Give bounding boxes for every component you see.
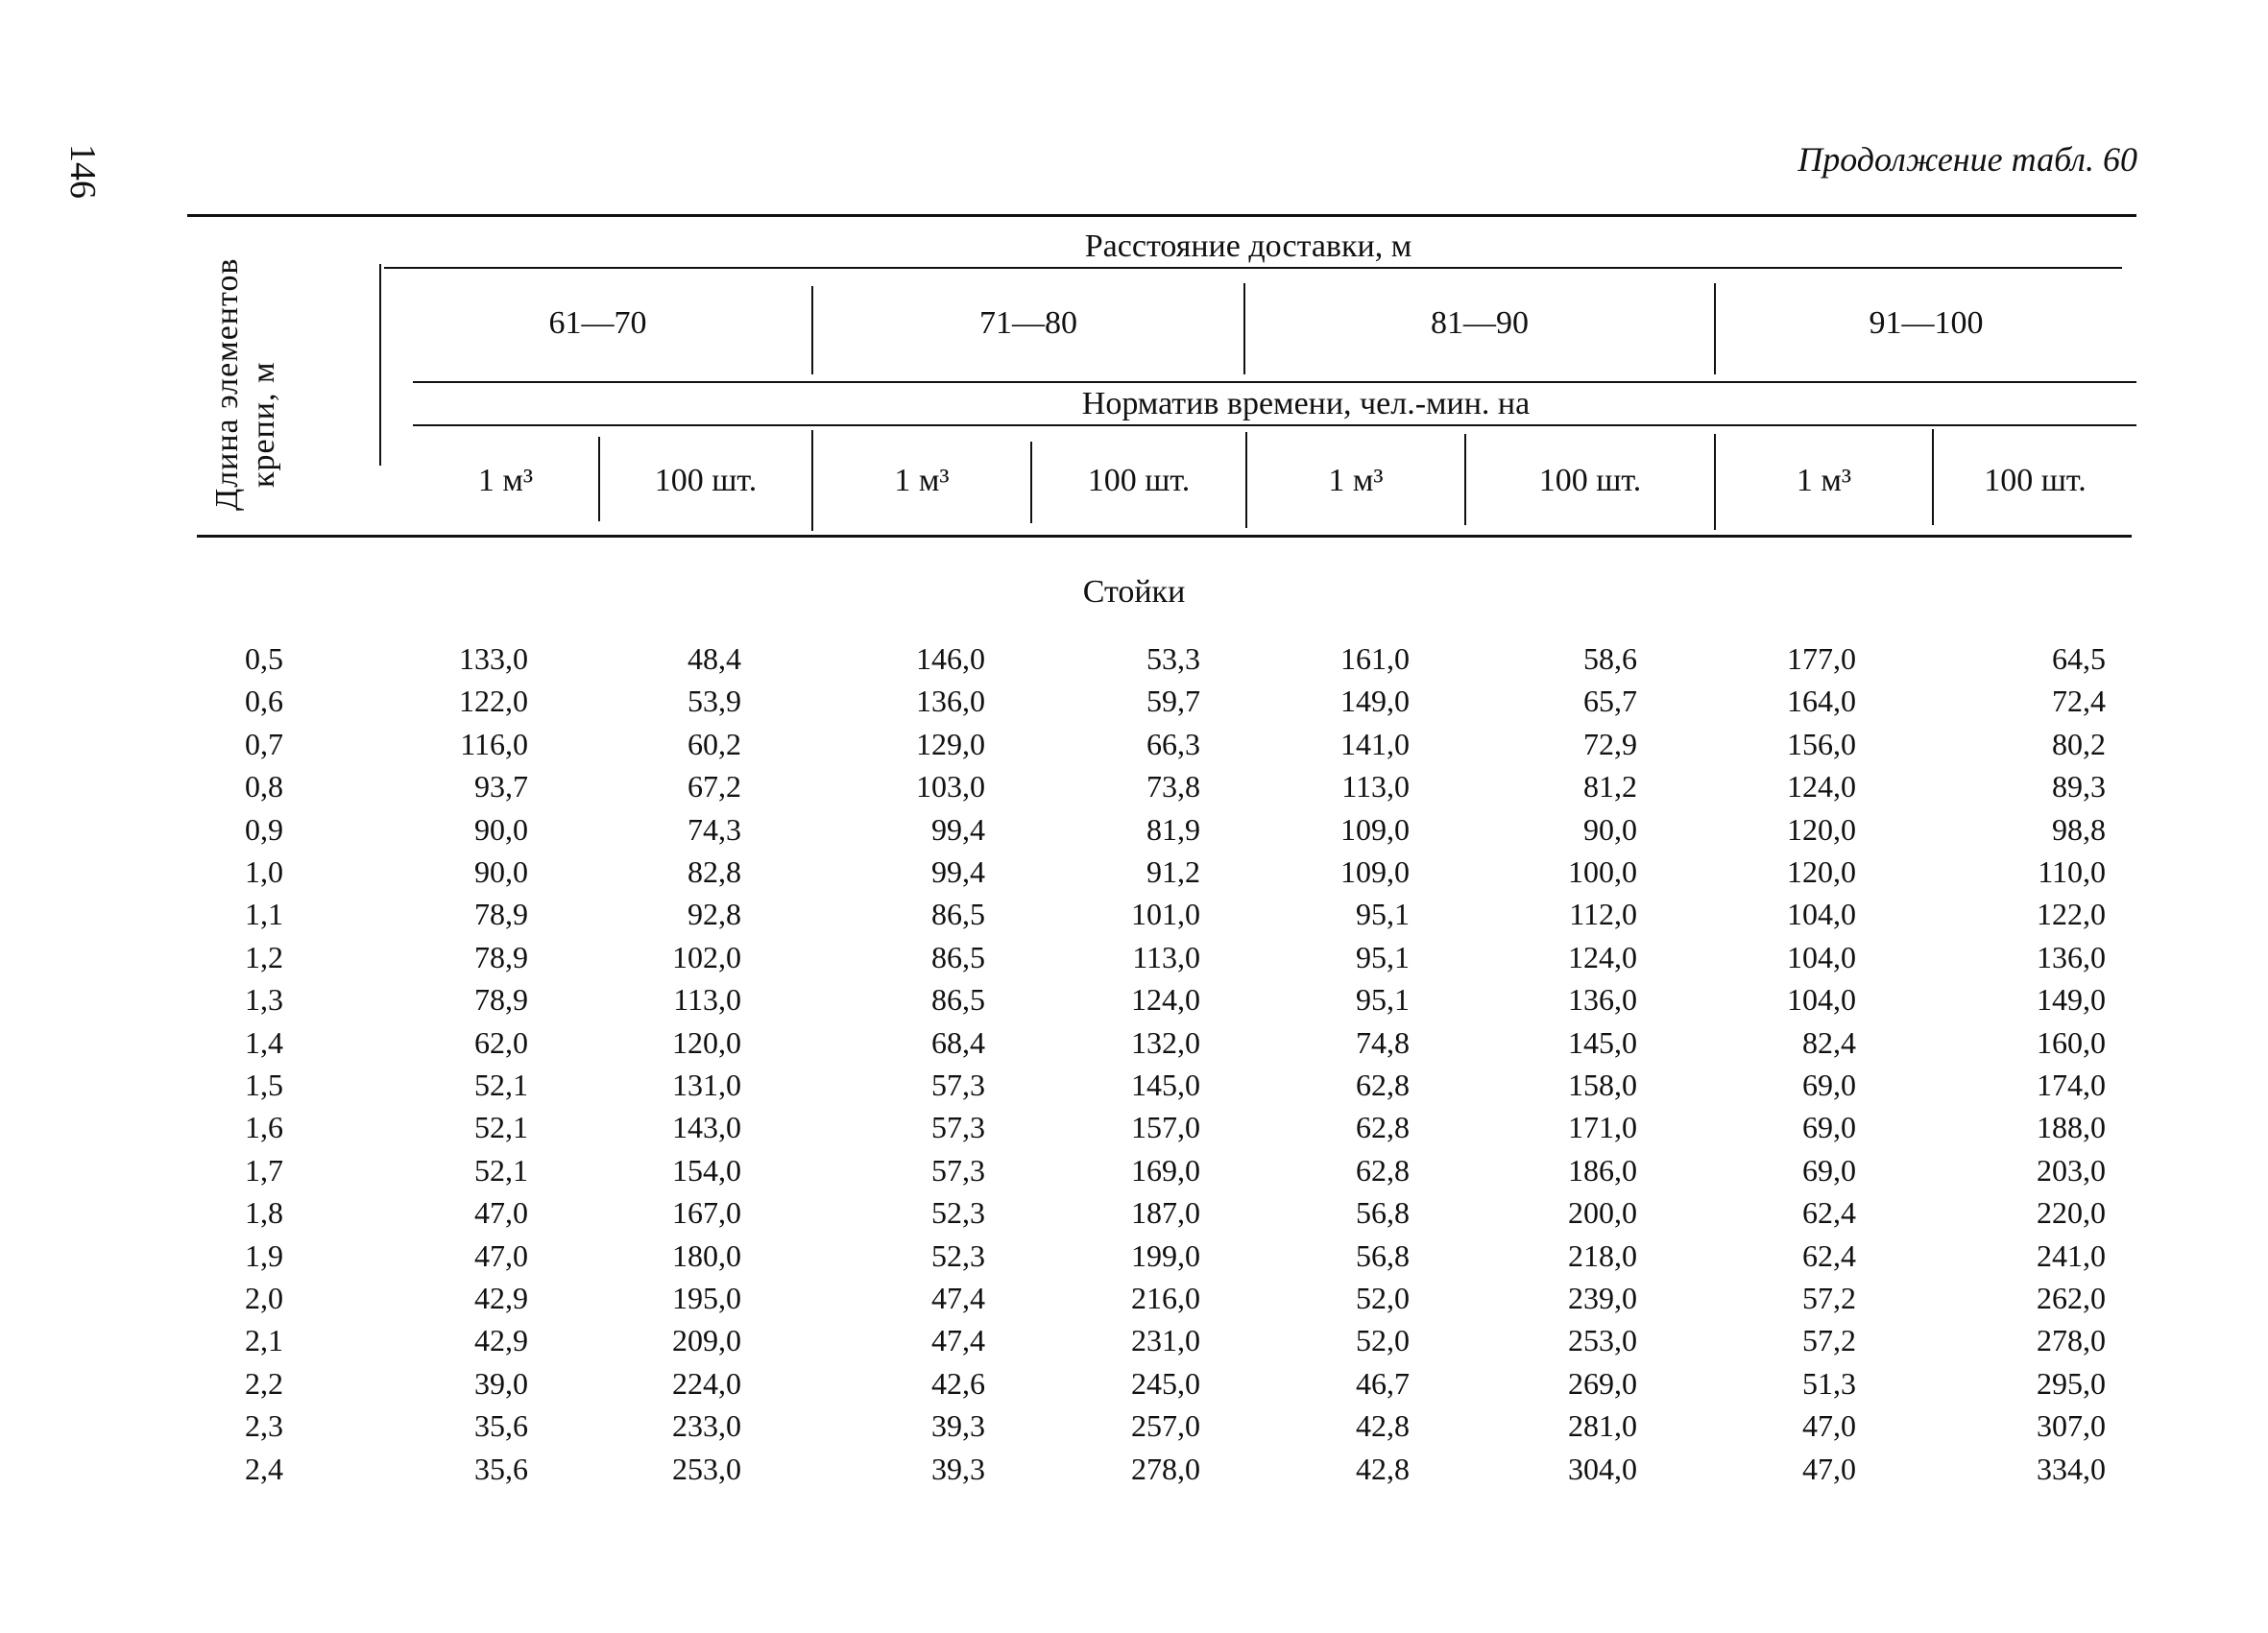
cell-m3-81-90: 161,0: [1340, 641, 1410, 676]
cell-length: 1,7: [245, 1152, 283, 1188]
table-row: [0, 1281, 2268, 1323]
cell-pcs-61-70: 253,0: [672, 1451, 741, 1486]
cell-pcs-71-80: 73,8: [1146, 769, 1200, 804]
table-caption: Продолжение табл. 60: [1798, 140, 2137, 179]
cell-pcs-91-100: 149,0: [2037, 982, 2106, 1018]
table-row: [0, 727, 2268, 769]
cell-m3-91-100: 69,0: [1802, 1110, 1856, 1145]
cell-m3-71-80: 57,3: [931, 1068, 985, 1102]
table-row: [0, 684, 2268, 726]
table-row: [0, 940, 2268, 982]
cell-pcs-91-100: 136,0: [2037, 939, 2106, 974]
cell-m3-91-100: 69,0: [1802, 1068, 1856, 1102]
cell-m3-71-80: 136,0: [916, 684, 985, 719]
cell-length: 2,3: [245, 1408, 283, 1444]
cell-pcs-91-100: 188,0: [2037, 1110, 2106, 1145]
cell-pcs-71-80: 157,0: [1131, 1110, 1200, 1145]
cell-pcs-91-100: 334,0: [2037, 1451, 2106, 1486]
cell-pcs-81-90: 304,0: [1568, 1451, 1637, 1486]
distance-header-rule: [384, 267, 2122, 269]
table-row: [0, 1110, 2268, 1152]
cell-m3-71-80: 42,6: [931, 1365, 985, 1401]
cell-length: 0,5: [245, 641, 283, 676]
cell-pcs-61-70: 48,4: [688, 641, 741, 676]
cell-length: 1,8: [245, 1195, 283, 1231]
cell-pcs-81-90: 58,6: [1583, 641, 1637, 676]
cell-m3-81-90: 42,8: [1356, 1451, 1410, 1486]
table-row: [0, 982, 2268, 1024]
cell-m3-91-100: 57,2: [1802, 1323, 1856, 1358]
cell-pcs-81-90: 90,0: [1583, 811, 1637, 847]
cell-length: 0,7: [245, 726, 283, 761]
unit-header-100-3: 100 шт.: [1538, 463, 1642, 498]
cell-pcs-91-100: 110,0: [2038, 854, 2106, 889]
cell-m3-61-70: 133,0: [459, 641, 528, 676]
cell-m3-81-90: 56,8: [1356, 1237, 1410, 1273]
cell-pcs-91-100: 80,2: [2052, 726, 2106, 761]
stub-header: [209, 258, 282, 511]
cell-length: 2,4: [245, 1451, 283, 1486]
cell-m3-81-90: 52,0: [1356, 1281, 1410, 1315]
cell-pcs-81-90: 65,7: [1583, 684, 1637, 719]
cell-pcs-91-100: 220,0: [2037, 1195, 2106, 1231]
cell-m3-81-90: 62,8: [1356, 1152, 1410, 1188]
cell-pcs-61-70: 224,0: [672, 1365, 741, 1401]
cell-pcs-71-80: 59,7: [1146, 684, 1200, 719]
unit-header-m3-1: 1 м³: [477, 463, 534, 498]
cell-m3-61-70: 116,0: [460, 726, 528, 761]
cell-pcs-91-100: 203,0: [2037, 1152, 2106, 1188]
cell-length: 1,3: [245, 982, 283, 1018]
cell-pcs-71-80: 231,0: [1131, 1323, 1200, 1358]
cell-m3-81-90: 52,0: [1356, 1323, 1410, 1358]
unit-header-m3-4: 1 м³: [1796, 463, 1852, 498]
cell-pcs-61-70: 60,2: [688, 726, 741, 761]
cell-pcs-81-90: 269,0: [1568, 1365, 1637, 1401]
unit-header-m3-3: 1 м³: [1328, 463, 1384, 498]
cell-m3-61-70: 122,0: [459, 684, 528, 719]
section-title: Стойки: [1082, 574, 1186, 610]
cell-m3-71-80: 39,3: [931, 1451, 985, 1486]
cell-pcs-81-90: 186,0: [1568, 1152, 1637, 1188]
cell-m3-91-100: 62,4: [1802, 1237, 1856, 1273]
stub-divider: [379, 264, 381, 466]
cell-m3-81-90: 56,8: [1356, 1195, 1410, 1231]
cell-pcs-61-70: 209,0: [672, 1323, 741, 1358]
cell-pcs-91-100: 89,3: [2052, 769, 2106, 804]
cell-length: 2,0: [245, 1281, 283, 1315]
cell-pcs-91-100: 64,5: [2052, 641, 2106, 676]
cell-pcs-91-100: 122,0: [2037, 897, 2106, 932]
cell-pcs-71-80: 53,3: [1146, 641, 1200, 676]
table-row: [0, 812, 2268, 854]
cell-length: 0,9: [245, 811, 283, 847]
cell-pcs-81-90: 158,0: [1568, 1068, 1637, 1102]
cell-length: 1,5: [245, 1068, 283, 1102]
cell-pcs-61-70: 167,0: [672, 1195, 741, 1231]
cell-m3-71-80: 68,4: [931, 1024, 985, 1060]
stub-header-line1: Длина элементов: [209, 257, 245, 511]
unit-header-100-1: 100 шт.: [654, 463, 758, 498]
cell-m3-81-90: 109,0: [1340, 854, 1410, 889]
cell-m3-91-100: 51,3: [1802, 1365, 1856, 1401]
cell-length: 1,1: [245, 897, 283, 932]
cell-m3-81-90: 95,1: [1356, 897, 1410, 932]
table-row: [0, 1195, 2268, 1237]
cell-m3-81-90: 74,8: [1356, 1024, 1410, 1060]
cell-m3-81-90: 149,0: [1340, 684, 1410, 719]
cell-pcs-61-70: 53,9: [688, 684, 741, 719]
page-number: 146: [62, 144, 103, 199]
cell-length: 0,6: [245, 684, 283, 719]
cell-m3-71-80: 47,4: [931, 1281, 985, 1315]
cell-m3-91-100: 69,0: [1802, 1152, 1856, 1188]
cell-pcs-71-80: 278,0: [1131, 1451, 1200, 1486]
cell-length: 1,4: [245, 1024, 283, 1060]
cell-pcs-81-90: 171,0: [1568, 1110, 1637, 1145]
table-row: [0, 1153, 2268, 1195]
cell-length: 1,6: [245, 1110, 283, 1145]
header-bottom-rule: [197, 535, 2132, 538]
header-range-1: 61—70: [548, 305, 647, 341]
cell-pcs-71-80: 113,0: [1132, 939, 1200, 974]
cell-m3-81-90: 62,8: [1356, 1110, 1410, 1145]
cell-m3-71-80: 103,0: [916, 769, 985, 804]
cell-m3-91-100: 120,0: [1787, 854, 1856, 889]
cell-m3-71-80: 52,3: [931, 1237, 985, 1273]
cell-pcs-81-90: 239,0: [1568, 1281, 1637, 1315]
table-row: [0, 1452, 2268, 1494]
cell-m3-71-80: 52,3: [931, 1195, 985, 1231]
cell-pcs-81-90: 145,0: [1568, 1024, 1637, 1060]
cell-m3-91-100: 120,0: [1787, 811, 1856, 847]
cell-m3-81-90: 109,0: [1340, 811, 1410, 847]
stub-header-line2: крепи, м: [246, 361, 281, 488]
cell-m3-91-100: 104,0: [1787, 982, 1856, 1018]
cell-pcs-61-70: 82,8: [688, 854, 741, 889]
cell-pcs-91-100: 278,0: [2037, 1323, 2106, 1358]
cell-m3-91-100: 164,0: [1787, 684, 1856, 719]
cell-pcs-71-80: 187,0: [1131, 1195, 1200, 1231]
cell-m3-91-100: 104,0: [1787, 939, 1856, 974]
cell-pcs-81-90: 72,9: [1583, 726, 1637, 761]
cell-pcs-61-70: 195,0: [672, 1281, 741, 1315]
header-range-4: 91—100: [1869, 305, 1984, 341]
cell-pcs-61-70: 113,0: [673, 982, 741, 1018]
header-range-3: 81—90: [1431, 305, 1529, 341]
table-row: [0, 1323, 2268, 1365]
cell-length: 1,2: [245, 939, 283, 974]
cell-m3-61-70: 93,7: [474, 769, 528, 804]
cell-pcs-81-90: 112,0: [1569, 897, 1637, 932]
cell-pcs-91-100: 262,0: [2037, 1281, 2106, 1315]
norm-header-rule: [413, 424, 2136, 426]
cell-m3-61-70: 90,0: [474, 811, 528, 847]
cell-pcs-71-80: 132,0: [1131, 1024, 1200, 1060]
cell-pcs-61-70: 92,8: [688, 897, 741, 932]
cell-pcs-81-90: 200,0: [1568, 1195, 1637, 1231]
cell-pcs-61-70: 180,0: [672, 1237, 741, 1273]
cell-m3-71-80: 99,4: [931, 854, 985, 889]
cell-length: 1,9: [245, 1237, 283, 1273]
cell-pcs-71-80: 101,0: [1131, 897, 1200, 932]
cell-m3-71-80: 57,3: [931, 1110, 985, 1145]
cell-m3-71-80: 39,3: [931, 1408, 985, 1444]
cell-m3-61-70: 39,0: [474, 1365, 528, 1401]
cell-m3-61-70: 62,0: [474, 1024, 528, 1060]
cell-m3-61-70: 78,9: [474, 897, 528, 932]
cell-pcs-91-100: 98,8: [2052, 811, 2106, 847]
cell-m3-81-90: 62,8: [1356, 1068, 1410, 1102]
table-row: [0, 1025, 2268, 1068]
cell-m3-61-70: 90,0: [474, 854, 528, 889]
cell-pcs-81-90: 136,0: [1568, 982, 1637, 1018]
cell-m3-91-100: 177,0: [1787, 641, 1856, 676]
cell-m3-61-70: 52,1: [474, 1152, 528, 1188]
cell-pcs-81-90: 253,0: [1568, 1323, 1637, 1358]
cell-m3-91-100: 82,4: [1802, 1024, 1856, 1060]
cell-pcs-71-80: 81,9: [1146, 811, 1200, 847]
cell-m3-61-70: 47,0: [474, 1237, 528, 1273]
header-range-2: 71—80: [979, 305, 1077, 341]
cell-pcs-71-80: 124,0: [1131, 982, 1200, 1018]
unit-header-100-4: 100 шт.: [1984, 463, 2087, 498]
unit-header-m3-2: 1 м³: [894, 463, 950, 498]
cell-pcs-81-90: 124,0: [1568, 939, 1637, 974]
table-row: [0, 1366, 2268, 1408]
cell-pcs-81-90: 281,0: [1568, 1408, 1637, 1444]
cell-pcs-91-100: 174,0: [2037, 1068, 2106, 1102]
cell-m3-91-100: 104,0: [1787, 897, 1856, 932]
cell-pcs-71-80: 199,0: [1131, 1237, 1200, 1273]
cell-pcs-71-80: 169,0: [1131, 1152, 1200, 1188]
cell-m3-91-100: 47,0: [1802, 1451, 1856, 1486]
cell-pcs-61-70: 74,3: [688, 811, 741, 847]
cell-pcs-71-80: 257,0: [1131, 1408, 1200, 1444]
cell-m3-61-70: 78,9: [474, 939, 528, 974]
cell-m3-81-90: 141,0: [1340, 726, 1410, 761]
cell-m3-91-100: 62,4: [1802, 1195, 1856, 1231]
cell-pcs-61-70: 131,0: [672, 1068, 741, 1102]
cell-m3-71-80: 99,4: [931, 811, 985, 847]
cell-length: 2,2: [245, 1365, 283, 1401]
header-norm: Норматив времени, чел.-мин. на: [1081, 386, 1531, 421]
cell-m3-61-70: 52,1: [474, 1110, 528, 1145]
cell-m3-61-70: 42,9: [474, 1323, 528, 1358]
table-row: [0, 854, 2268, 897]
cell-pcs-91-100: 241,0: [2037, 1237, 2106, 1273]
cell-pcs-61-70: 67,2: [688, 769, 741, 804]
cell-pcs-91-100: 295,0: [2037, 1365, 2106, 1401]
cell-m3-61-70: 35,6: [474, 1408, 528, 1444]
cell-m3-61-70: 78,9: [474, 982, 528, 1018]
cell-m3-61-70: 35,6: [474, 1451, 528, 1486]
cell-pcs-81-90: 100,0: [1568, 854, 1637, 889]
cell-m3-81-90: 42,8: [1356, 1408, 1410, 1444]
cell-m3-61-70: 47,0: [474, 1195, 528, 1231]
cell-pcs-61-70: 154,0: [672, 1152, 741, 1188]
cell-m3-81-90: 46,7: [1356, 1365, 1410, 1401]
cell-length: 1,0: [245, 854, 283, 889]
cell-pcs-61-70: 143,0: [672, 1110, 741, 1145]
cell-m3-91-100: 124,0: [1787, 769, 1856, 804]
cell-pcs-61-70: 233,0: [672, 1408, 741, 1444]
cell-m3-71-80: 129,0: [916, 726, 985, 761]
cell-pcs-61-70: 120,0: [672, 1024, 741, 1060]
range-header-rule: [413, 381, 2136, 383]
table-row: [0, 769, 2268, 811]
cell-pcs-91-100: 160,0: [2037, 1024, 2106, 1060]
cell-pcs-61-70: 102,0: [672, 939, 741, 974]
cell-pcs-81-90: 218,0: [1568, 1237, 1637, 1273]
table-top-rule: [187, 214, 2136, 217]
table-row: [0, 897, 2268, 939]
cell-pcs-71-80: 145,0: [1131, 1068, 1200, 1102]
cell-pcs-71-80: 66,3: [1146, 726, 1200, 761]
table-row: [0, 641, 2268, 684]
cell-m3-61-70: 52,1: [474, 1068, 528, 1102]
cell-length: 0,8: [245, 769, 283, 804]
cell-m3-91-100: 57,2: [1802, 1281, 1856, 1315]
cell-m3-71-80: 86,5: [931, 939, 985, 974]
cell-m3-81-90: 95,1: [1356, 939, 1410, 974]
cell-length: 2,1: [245, 1323, 283, 1358]
cell-m3-61-70: 42,9: [474, 1281, 528, 1315]
table-row: [0, 1068, 2268, 1110]
cell-m3-81-90: 113,0: [1341, 769, 1410, 804]
cell-m3-81-90: 95,1: [1356, 982, 1410, 1018]
header-distance: Расстояние доставки, м: [1084, 228, 1412, 264]
cell-m3-71-80: 57,3: [931, 1152, 985, 1188]
cell-pcs-91-100: 72,4: [2052, 684, 2106, 719]
cell-pcs-71-80: 216,0: [1131, 1281, 1200, 1315]
cell-pcs-81-90: 81,2: [1583, 769, 1637, 804]
table-row: [0, 1238, 2268, 1281]
cell-m3-91-100: 47,0: [1802, 1408, 1856, 1444]
cell-m3-91-100: 156,0: [1787, 726, 1856, 761]
cell-pcs-71-80: 91,2: [1146, 854, 1200, 889]
table-row: [0, 1408, 2268, 1451]
cell-m3-71-80: 86,5: [931, 982, 985, 1018]
cell-m3-71-80: 47,4: [931, 1323, 985, 1358]
cell-pcs-71-80: 245,0: [1131, 1365, 1200, 1401]
cell-m3-71-80: 86,5: [931, 897, 985, 932]
cell-m3-71-80: 146,0: [916, 641, 985, 676]
unit-header-100-2: 100 шт.: [1087, 463, 1191, 498]
cell-pcs-91-100: 307,0: [2037, 1408, 2106, 1444]
